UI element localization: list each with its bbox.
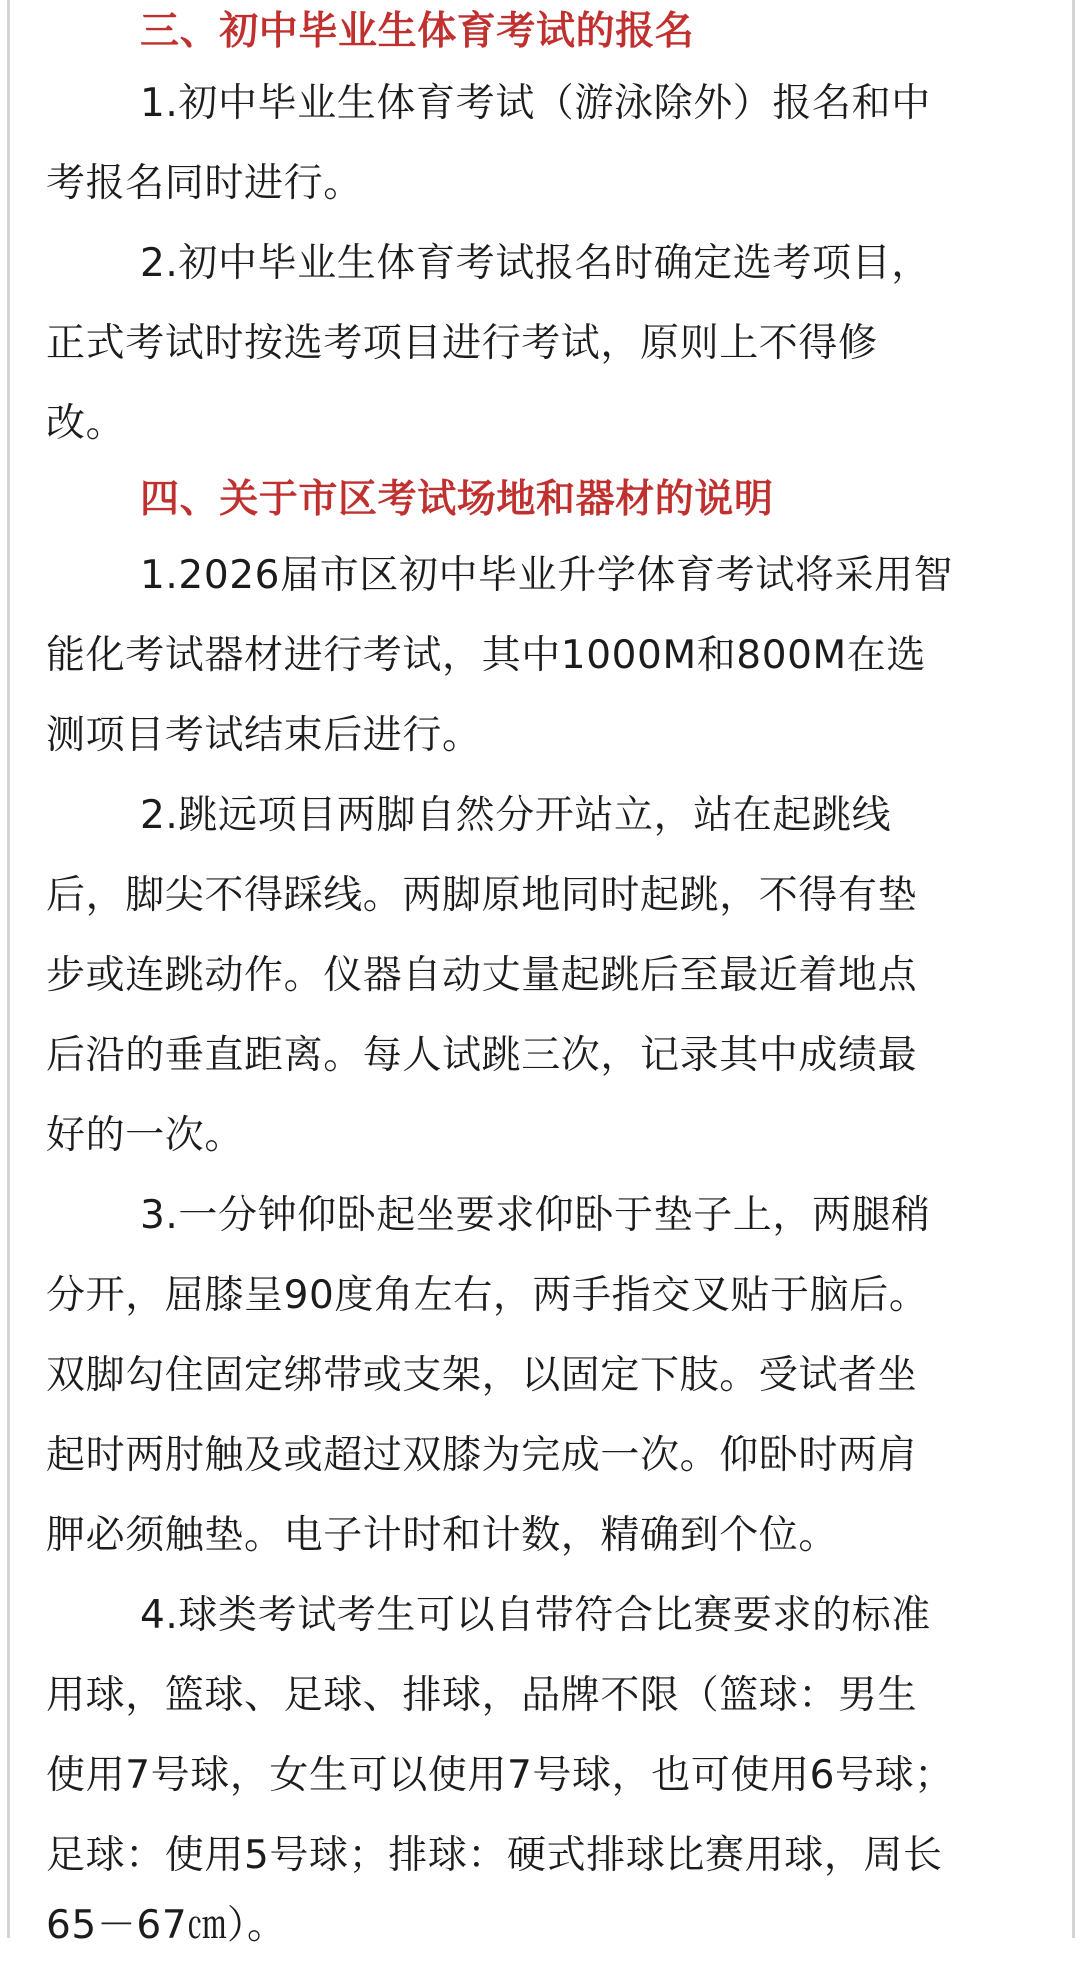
paragraph-line: 用球，篮球、足球、排球，品牌不限（篮球：男生 [46, 1673, 918, 1718]
paragraph-line: 3.一分钟仰卧起坐要求仰卧于垫子上，两腿稍 [140, 1193, 931, 1238]
paragraph-line: 足球：使用5号球；排球：硬式排球比赛用球，周长 [46, 1833, 943, 1878]
paragraph-line: 胛必须触垫。电子计时和计数，精确到个位。 [46, 1513, 839, 1558]
paragraph-line: 4.球类考试考生可以自带符合比赛要求的标准 [140, 1593, 931, 1638]
paragraph-line: 使用7号球，女生可以使用7号球，也可使用6号球； [46, 1753, 954, 1798]
paragraph-line: 考报名同时进行。 [46, 161, 363, 206]
paragraph-line: 后，脚尖不得踩线。两脚原地同时起跳，不得有垫 [46, 873, 918, 918]
section-heading-venue-equipment: 四、关于市区考试场地和器材的说明 [140, 477, 774, 522]
section-heading-registration: 三、初中毕业生体育考试的报名 [140, 9, 695, 54]
paragraph-line: 2.跳远项目两脚自然分开站立，站在起跳线 [140, 793, 892, 838]
paragraph-line: 好的一次。 [46, 1113, 245, 1158]
paragraph-line: 双脚勾住固定绑带或支架，以固定下肢。受试者坐 [46, 1353, 918, 1398]
paragraph-line: 能化考试器材进行考试，其中1000M和800M在选 [46, 633, 926, 678]
paragraph-line: 步或连跳动作。仪器自动丈量起跳后至最近着地点 [46, 953, 918, 998]
paragraph-line: 后沿的垂直距离。每人试跳三次，记录其中成绩最 [46, 1033, 918, 1078]
paragraph-line: 改。 [46, 401, 126, 446]
paragraph-line: 2.初中毕业生体育考试报名时确定选考项目， [140, 241, 931, 286]
paragraph-line: 正式考试时按选考项目进行考试，原则上不得修 [46, 321, 878, 366]
paragraph-line: 起时两肘触及或超过双膝为完成一次。仰卧时两肩 [46, 1433, 918, 1478]
paragraph-line: 1.初中毕业生体育考试（游泳除外）报名和中 [140, 81, 931, 126]
paragraph-line: 测项目考试结束后进行。 [46, 713, 482, 758]
paragraph-line: 65－67㎝）。 [46, 1903, 287, 1948]
paragraph-line: 分开，屈膝呈90度角左右，两手指交叉贴于脑后。 [46, 1273, 929, 1318]
paragraph-line: 1.2026届市区初中毕业升学体育考试将采用智 [140, 553, 954, 598]
